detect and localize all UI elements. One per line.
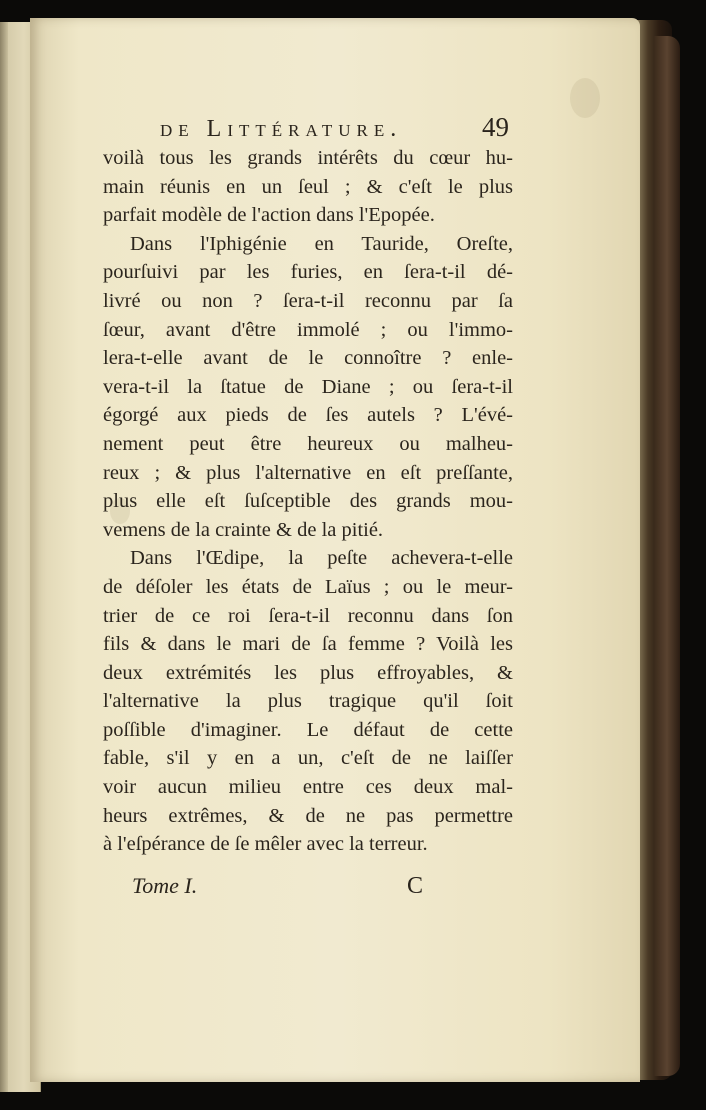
text-line: lera-t-elle avant de le connoître ? enle- xyxy=(103,347,513,370)
text-line: de déſoler les états de Laïus ; ou le meur- xyxy=(103,575,513,598)
text-line: trier de ce roi ſera-t-il reconnu dans ſon xyxy=(103,604,513,627)
text-line: pourſuivi par les furies, en ſera-t-il dé- xyxy=(103,261,513,284)
text-line: voilà tous les grands intérêts du cœur hu- xyxy=(103,147,513,169)
text-line: reux ; & plus l'alternative en eſt preſſante, xyxy=(103,461,513,484)
paper-stain xyxy=(570,78,600,118)
text-line: voir aucun milieu entre ces deux mal- xyxy=(103,776,513,799)
text-line: livré ou non ? ſera-t-il reconnu par ſa xyxy=(103,289,513,312)
text-line: égorgé aux pieds de ſes autels ? L'évé- xyxy=(103,404,513,427)
page-number: 49 xyxy=(482,112,509,142)
text-line: poſſible d'imaginer. Le défaut de cette xyxy=(103,718,513,741)
text-line: parfait modèle de l'action dans l'Epopée. xyxy=(103,204,435,227)
text-line: heurs extrêmes, & de ne pas permettre xyxy=(103,804,513,827)
facing-page-shadow xyxy=(0,22,8,1092)
volume-label: Tome I. xyxy=(132,873,198,898)
signature-mark: C xyxy=(407,873,424,899)
text-line: nement peut être heureux ou malheu- xyxy=(103,432,513,455)
text-line: fils & dans le mari de ſa femme ? Voilà les xyxy=(103,633,513,656)
body-text xyxy=(103,144,513,859)
text-line: ſœur, avant d'être immolé ; ou l'immo- xyxy=(103,318,513,341)
book-cover-edge xyxy=(654,36,680,1076)
text-line: plus elle eſt ſuſceptible des grands mou- xyxy=(103,490,513,513)
text-line: Dans l'Iphigénie en Tauride, Oreſte, xyxy=(130,232,513,255)
text-line: à l'eſpérance de ſe mêler avec la terreur. xyxy=(103,833,428,856)
text-line: vera-t-il la ſtatue de Diane ; ou ſera-t-il xyxy=(103,375,513,398)
running-title: de Littérature. xyxy=(160,116,403,142)
text-line: vemens de la crainte & de la pitié. xyxy=(103,518,384,541)
text-line: deux extrémités les plus effroyables, & xyxy=(103,661,513,684)
text-line: main réunis en un ſeul ; & c'eſt le plus xyxy=(103,175,513,198)
text-line: l'alternative la plus tragique qu'il ſoit xyxy=(103,690,513,713)
text-line: Dans l'Œdipe, la peſte achevera-t-elle xyxy=(130,547,513,570)
text-line: fable, s'il y en a un, c'eſt de ne laiſſer xyxy=(103,747,513,770)
